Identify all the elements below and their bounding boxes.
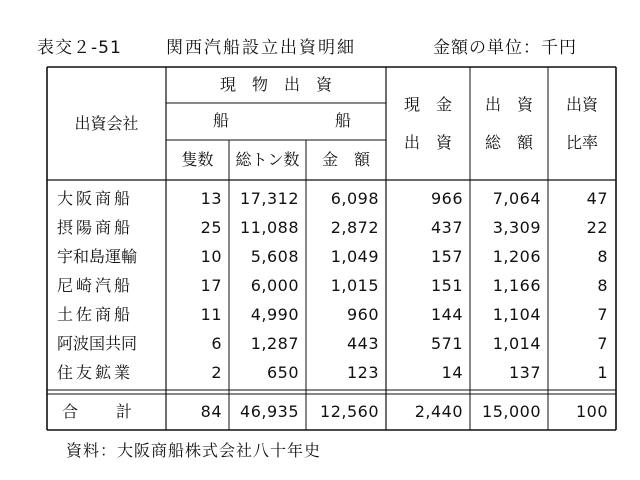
row-total: 1,014 xyxy=(492,334,541,353)
row-tonnage: 5,608 xyxy=(250,247,299,266)
row-company: 尼崎汽船 xyxy=(57,276,134,295)
header-cash-line2: 出 資 xyxy=(403,133,452,152)
row-amount: 6,098 xyxy=(330,189,379,208)
totals-label: 合 計 xyxy=(62,402,135,421)
totals-ratio: 100 xyxy=(575,402,608,421)
row-total: 1,104 xyxy=(492,305,541,324)
row-count: 10 xyxy=(200,247,222,266)
header-ratio-line2: 比率 xyxy=(565,133,598,152)
totals-tonnage: 46,935 xyxy=(240,402,299,421)
row-count: 13 xyxy=(200,189,222,208)
totals-cash: 2,440 xyxy=(414,402,463,421)
header-ship-right: 船 xyxy=(335,111,352,130)
row-count: 6 xyxy=(211,334,222,353)
row-count: 25 xyxy=(200,218,222,237)
row-amount: 1,049 xyxy=(330,247,379,266)
row-amount: 1,015 xyxy=(330,276,379,295)
row-ratio: 1 xyxy=(597,363,608,382)
row-company: 大阪商船 xyxy=(57,189,134,208)
row-cash: 151 xyxy=(430,276,463,295)
row-tonnage: 1,287 xyxy=(250,334,299,353)
header-total-line1: 出 資 xyxy=(484,95,533,114)
row-total: 1,166 xyxy=(492,276,541,295)
row-cash: 437 xyxy=(430,218,463,237)
row-ratio: 7 xyxy=(597,334,608,353)
row-count: 2 xyxy=(211,363,222,382)
row-total: 3,309 xyxy=(492,218,541,237)
row-company: 摂陽商船 xyxy=(57,218,134,237)
row-amount: 960 xyxy=(346,305,379,324)
header-ratio-line1: 出資 xyxy=(565,95,598,114)
row-cash: 14 xyxy=(441,363,463,382)
source-note: 資料：大阪商船株式会社八十年史 xyxy=(66,441,322,460)
header-company: 出資会社 xyxy=(74,114,139,133)
row-ratio: 8 xyxy=(597,247,608,266)
row-total: 7,064 xyxy=(492,189,541,208)
header-amount: 金 額 xyxy=(321,150,370,169)
row-ratio: 7 xyxy=(597,305,608,324)
unit-note: 金額の単位：千円 xyxy=(433,38,577,58)
row-ratio: 8 xyxy=(597,276,608,295)
row-tonnage: 6,000 xyxy=(250,276,299,295)
row-tonnage: 11,088 xyxy=(240,218,299,237)
row-amount: 443 xyxy=(346,334,379,353)
row-ratio: 47 xyxy=(586,189,608,208)
table-number: 表交２-51 xyxy=(37,38,122,58)
header-tonnage: 総トン数 xyxy=(235,150,300,169)
header-total-line2: 総 額 xyxy=(484,133,533,152)
row-tonnage: 650 xyxy=(266,363,299,382)
header-ship-left: 船 xyxy=(213,111,230,130)
row-tonnage: 17,312 xyxy=(240,189,299,208)
header-count: 隻数 xyxy=(181,150,214,169)
row-company: 住友鉱業 xyxy=(57,363,134,382)
table-caption: 関西汽船設立出資明細 xyxy=(166,38,356,58)
row-tonnage: 4,990 xyxy=(250,305,299,324)
row-ratio: 22 xyxy=(586,218,608,237)
row-company: 阿波国共同 xyxy=(57,334,138,353)
totals-total: 15,000 xyxy=(482,402,541,421)
row-company: 宇和島運輸 xyxy=(57,247,138,266)
row-cash: 571 xyxy=(430,334,463,353)
row-total: 1,206 xyxy=(492,247,541,266)
totals-count: 84 xyxy=(200,402,222,421)
row-cash: 144 xyxy=(430,305,463,324)
row-total: 137 xyxy=(508,363,541,382)
row-cash: 157 xyxy=(430,247,463,266)
row-company: 土佐商船 xyxy=(57,305,134,324)
row-amount: 123 xyxy=(346,363,379,382)
header-cash-line1: 現 金 xyxy=(403,95,452,114)
row-count: 11 xyxy=(200,305,222,324)
totals-amount: 12,560 xyxy=(320,402,379,421)
header-inkind: 現 物 出 資 xyxy=(219,75,332,94)
row-cash: 966 xyxy=(430,189,463,208)
row-amount: 2,872 xyxy=(330,218,379,237)
row-count: 17 xyxy=(200,276,222,295)
